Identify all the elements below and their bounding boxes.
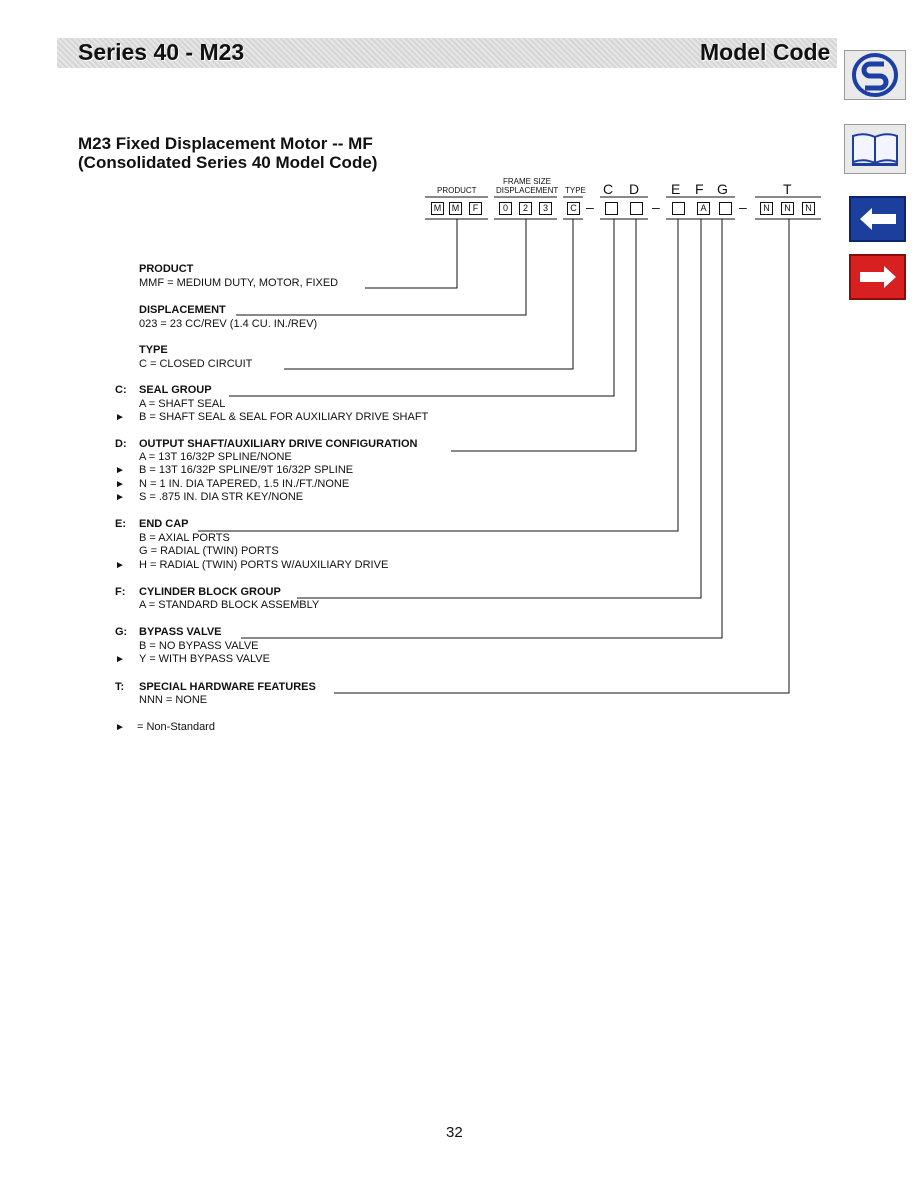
code-letter-t: T — [783, 181, 792, 197]
special-line: NNN = NONE — [139, 694, 208, 706]
non-standard-marker: ► — [115, 465, 125, 476]
legend-marker: ► — [115, 722, 125, 733]
code-dash: – — [586, 199, 594, 215]
header-model-code-title: Model Code — [700, 39, 831, 65]
cylinder-heading: CYLINDER BLOCK GROUP — [139, 586, 281, 598]
seal-line: A = SHAFT SEAL — [139, 398, 226, 410]
seal-prefix: C: — [115, 384, 127, 396]
code-box: N — [802, 202, 815, 215]
code-box: N — [760, 202, 773, 215]
code-box: C — [567, 202, 580, 215]
endcap-line: B = AXIAL PORTS — [139, 532, 230, 544]
code-box: F — [469, 202, 482, 215]
page-number: 32 — [446, 1124, 463, 1141]
non-standard-marker: ► — [115, 560, 125, 571]
non-standard-marker: ► — [115, 492, 125, 503]
code-letter-f: F — [695, 181, 704, 197]
title-line-1: M23 Fixed Displacement Motor -- MF — [78, 134, 373, 153]
output-line: A = 13T 16/32P SPLINE/NONE — [139, 451, 292, 463]
product-line: MMF = MEDIUM DUTY, MOTOR, FIXED — [139, 277, 339, 289]
seal-line: B = SHAFT SEAL & SEAL FOR AUXILIARY DRIVE SHAFT — [139, 411, 429, 423]
special-prefix: T: — [115, 681, 125, 693]
output-line: B = 13T 16/32P SPLINE/9T 16/32P SPLINE — [139, 464, 354, 476]
code-dash: – — [652, 199, 660, 215]
product-label: PRODUCT — [437, 186, 477, 195]
code-box: M — [449, 202, 462, 215]
output-heading: OUTPUT SHAFT/AUXILIARY DRIVE CONFIGURATION — [139, 438, 418, 450]
code-letter-e: E — [671, 181, 681, 197]
title-line-2: (Consolidated Series 40 Model Code) — [78, 153, 378, 172]
code-box: M — [431, 202, 444, 215]
output-line: N = 1 IN. DIA TAPERED, 1.5 IN./FT./NONE — [139, 478, 350, 490]
code-dash: – — [739, 199, 747, 215]
code-letter-c: C — [603, 181, 614, 197]
code-box: N — [781, 202, 794, 215]
cylinder-line: A = STANDARD BLOCK ASSEMBLY — [139, 599, 320, 611]
displacement-line: 023 = 23 CC/REV (1.4 CU. IN./REV) — [139, 318, 318, 330]
code-box: A — [697, 202, 710, 215]
type-heading: TYPE — [139, 344, 168, 356]
non-standard-marker: ► — [115, 412, 125, 423]
product-heading: PRODUCT — [139, 263, 194, 275]
non-standard-marker: ► — [115, 479, 125, 490]
endcap-prefix: E: — [115, 518, 126, 530]
output-line: S = .875 IN. DIA STR KEY/NONE — [139, 491, 304, 503]
legend-text: = Non-Standard — [137, 721, 215, 733]
bypass-heading: BYPASS VALVE — [139, 626, 222, 638]
endcap-line: H = RADIAL (TWIN) PORTS W/AUXILIARY DRIVE — [139, 559, 389, 571]
bypass-line: Y = WITH BYPASS VALVE — [139, 653, 270, 665]
frame-size-label: FRAME SIZE — [503, 177, 552, 186]
seal-heading: SEAL GROUP — [139, 384, 212, 396]
special-heading: SPECIAL HARDWARE FEATURES — [139, 681, 316, 693]
code-letter-d: D — [629, 181, 640, 197]
code-box: 2 — [519, 202, 532, 215]
header-series-title: Series 40 - M23 — [78, 39, 245, 65]
type-line: C = CLOSED CIRCUIT — [139, 358, 253, 370]
bypass-line: B = NO BYPASS VALVE — [139, 640, 259, 652]
cylinder-prefix: F: — [115, 586, 126, 598]
type-label: TYPE — [565, 186, 586, 195]
bypass-prefix: G: — [115, 626, 128, 638]
code-letter-g: G — [717, 181, 728, 197]
output-prefix: D: — [115, 438, 127, 450]
code-box: 3 — [539, 202, 552, 215]
endcap-line: G = RADIAL (TWIN) PORTS — [139, 545, 279, 557]
endcap-heading: END CAP — [139, 518, 189, 530]
code-box: 0 — [499, 202, 512, 215]
displacement-label: DISPLACEMENT — [496, 186, 559, 195]
displacement-heading: DISPLACEMENT — [139, 304, 226, 316]
non-standard-marker: ► — [115, 654, 125, 665]
